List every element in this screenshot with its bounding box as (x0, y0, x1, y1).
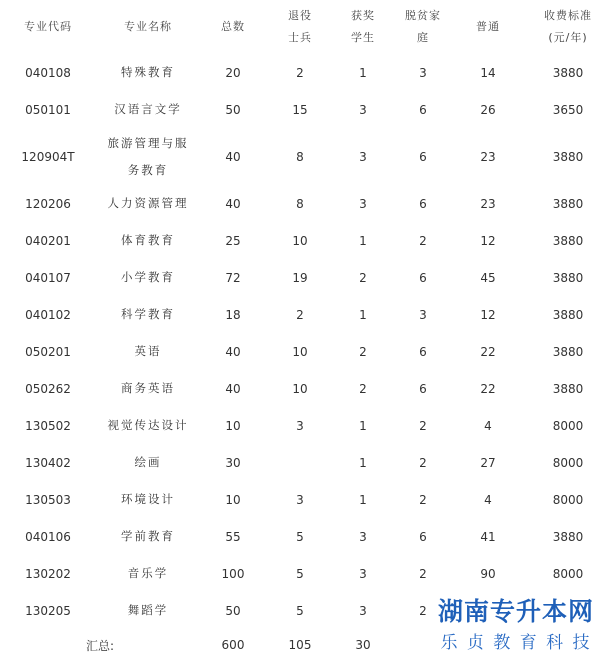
cell-name-line: 舞蹈学 (127, 603, 169, 617)
table-row (0, 555, 614, 592)
cell-code: 040201 (25, 233, 71, 248)
cell-fee: 3880 (552, 196, 584, 211)
cell-award: 1 (359, 492, 367, 507)
header-fee-line-2: (元/年) (548, 31, 588, 44)
cell-poverty: 3 (419, 65, 427, 80)
table-row (0, 222, 614, 259)
cell-name-line: 特殊教育 (121, 65, 175, 79)
cell-general: 23 (480, 196, 496, 211)
cell-poverty: 2 (419, 492, 427, 507)
cell-name (96, 185, 200, 222)
cell-code: 050201 (25, 344, 71, 359)
cell-total: 100 (221, 566, 245, 581)
cell-general: 12 (480, 233, 496, 248)
cell-veterans: 3 (296, 492, 304, 507)
header-veterans (266, 0, 334, 54)
cell-veterans: 5 (296, 529, 304, 544)
cell-fee: 8000 (552, 418, 584, 433)
header-veterans-line-1: 退役 (288, 9, 312, 22)
cell-name-line: 音乐学 (127, 566, 169, 580)
cell-general: 22 (480, 381, 496, 396)
cell-fee: 3880 (552, 344, 584, 359)
cell-award: 1 (359, 233, 367, 248)
table-row (0, 444, 614, 481)
cell-poverty: 6 (419, 270, 427, 285)
cell-fee: 8000 (552, 566, 584, 581)
watermark-title: 湖南专升本网 (437, 597, 594, 626)
total-veterans: 105 (288, 638, 312, 652)
cell-name (96, 370, 200, 407)
cell-name-line: 体育教育 (121, 233, 175, 247)
cell-code: 040102 (25, 307, 71, 322)
cell-award: 1 (359, 65, 367, 80)
cell-poverty: 6 (419, 149, 427, 164)
watermark-subtitle: 乐 贞 教 育 科 技 (418, 630, 614, 656)
header-name: 专业名称 (124, 20, 172, 33)
header-general: 普通 (476, 20, 500, 33)
cell-award: 3 (359, 102, 367, 117)
table-row (0, 91, 614, 128)
cell-total: 50 (225, 102, 241, 117)
cell-name-line: 科学教育 (121, 307, 175, 321)
cell-fee: 3880 (552, 270, 584, 285)
cell-name-line: 英语 (134, 344, 162, 358)
cell-name-line: 学前教育 (121, 529, 175, 543)
table-row (0, 481, 614, 518)
cell-fee: 3880 (552, 149, 584, 164)
cell-name (96, 555, 200, 592)
cell-total: 50 (225, 603, 241, 618)
cell-poverty: 2 (419, 233, 427, 248)
cell-name-line: 旅游管理与服 (107, 135, 189, 150)
cell-name (96, 407, 200, 444)
cell-veterans: 15 (292, 102, 308, 117)
cell-general: 23 (480, 149, 496, 164)
cell-name (96, 333, 200, 370)
cell-code: 040108 (25, 65, 71, 80)
cell-name (96, 481, 200, 518)
cell-general: 12 (480, 307, 496, 322)
cell-name-line: 视觉传达设计 (107, 418, 189, 432)
cell-name-line: 汉语言文学 (114, 102, 182, 116)
header-total: 总数 (221, 20, 245, 33)
cell-fee: 3650 (552, 102, 584, 117)
cell-total: 40 (225, 344, 241, 359)
cell-name-line: 绘画 (134, 455, 162, 469)
cell-name (96, 128, 200, 185)
table-body (0, 54, 614, 661)
cell-code: 130402 (25, 455, 71, 470)
cell-award: 1 (359, 455, 367, 470)
cell-award: 2 (359, 344, 367, 359)
cell-general: 90 (480, 566, 496, 581)
header-poverty (392, 0, 454, 54)
header-code: 专业代码 (24, 20, 72, 33)
cell-fee: 8000 (552, 455, 584, 470)
cell-name (96, 296, 200, 333)
cell-code: 120904T (21, 149, 75, 164)
cell-award: 3 (359, 529, 367, 544)
header-fee (522, 0, 614, 54)
cell-award: 3 (359, 149, 367, 164)
cell-total: 20 (225, 65, 241, 80)
cell-veterans: 3 (296, 418, 304, 433)
cell-code: 050262 (25, 381, 71, 396)
cell-veterans: 2 (296, 307, 304, 322)
cell-total: 18 (225, 307, 241, 322)
cell-award: 3 (359, 566, 367, 581)
cell-poverty: 6 (419, 529, 427, 544)
cell-fee: 3880 (552, 233, 584, 248)
cell-veterans: 10 (292, 233, 308, 248)
cell-award: 3 (359, 603, 367, 618)
total-label: 汇总: (85, 638, 115, 653)
cell-total: 72 (225, 270, 241, 285)
cell-general: 45 (480, 270, 496, 285)
cell-total: 25 (225, 233, 241, 248)
cell-total: 10 (225, 492, 241, 507)
cell-total: 40 (225, 381, 241, 396)
table-row (0, 128, 614, 185)
cell-award: 2 (359, 270, 367, 285)
cell-poverty: 2 (419, 566, 427, 581)
cell-name-line: 务教育 (127, 162, 169, 177)
cell-total: 10 (225, 418, 241, 433)
table-row (0, 407, 614, 444)
cell-code: 130202 (25, 566, 71, 581)
cell-poverty: 6 (419, 344, 427, 359)
cell-name (96, 222, 200, 259)
cell-name-line: 环境设计 (121, 492, 175, 506)
cell-fee: 8000 (552, 492, 584, 507)
header-poverty-line-2: 庭 (417, 31, 429, 44)
cell-name (96, 259, 200, 296)
header-award-line-1: 获奖 (351, 9, 375, 22)
header-poverty-line-1: 脱贫家 (405, 9, 441, 22)
cell-veterans: 5 (296, 603, 304, 618)
cell-total: 55 (225, 529, 241, 544)
cell-general: 4 (484, 418, 492, 433)
cell-veterans (266, 444, 334, 481)
cell-code: 040106 (25, 529, 71, 544)
cell-general: 14 (480, 65, 496, 80)
cell-poverty: 6 (419, 381, 427, 396)
cell-name (96, 54, 200, 91)
cell-award: 3 (359, 196, 367, 211)
cell-award: 2 (359, 381, 367, 396)
cell-general: 41 (480, 529, 496, 544)
cell-name (96, 592, 200, 629)
cell-name (96, 518, 200, 555)
total-award: 30 (355, 638, 371, 652)
cell-fee: 3880 (552, 65, 584, 80)
cell-poverty: 2 (419, 418, 427, 433)
cell-general: 4 (484, 492, 492, 507)
cell-name-line: 小学教育 (121, 270, 175, 284)
cell-poverty: 6 (419, 196, 427, 211)
table-row (0, 370, 614, 407)
cell-code: 050101 (25, 102, 71, 117)
cell-award: 1 (359, 307, 367, 322)
cell-poverty: 6 (419, 102, 427, 117)
cell-name (96, 91, 200, 128)
cell-code: 130502 (25, 418, 71, 433)
cell-award: 1 (359, 418, 367, 433)
cell-code: 040107 (25, 270, 71, 285)
cell-fee: 3880 (552, 381, 584, 396)
header-award (334, 0, 392, 54)
cell-veterans: 8 (296, 149, 304, 164)
cell-general: 22 (480, 344, 496, 359)
cell-total: 40 (225, 196, 241, 211)
cell-total: 40 (225, 149, 241, 164)
cell-veterans: 19 (292, 270, 308, 285)
table-row (0, 333, 614, 370)
cell-veterans: 10 (292, 344, 308, 359)
cell-name-line: 商务英语 (121, 381, 175, 395)
cell-poverty: 3 (419, 307, 427, 322)
table-row (0, 296, 614, 333)
cell-poverty: 2 (419, 455, 427, 470)
cell-poverty: 2 (419, 603, 427, 618)
header-row (0, 0, 614, 54)
cell-name-line: 人力资源管理 (107, 196, 189, 210)
cell-veterans: 5 (296, 566, 304, 581)
cell-veterans: 10 (292, 381, 308, 396)
header-veterans-line-2: 士兵 (288, 31, 312, 44)
site-watermark (418, 597, 614, 659)
cell-total: 30 (225, 455, 241, 470)
header-award-line-2: 学生 (351, 31, 375, 44)
cell-fee: 3880 (552, 529, 584, 544)
cell-code: 130503 (25, 492, 71, 507)
table-row (0, 185, 614, 222)
cell-veterans: 2 (296, 65, 304, 80)
table-row (0, 54, 614, 91)
cell-general: 27 (480, 455, 496, 470)
header-fee-line-1: 收费标准 (544, 9, 592, 22)
total-total: 600 (221, 638, 245, 652)
cell-veterans: 8 (296, 196, 304, 211)
table-row (0, 259, 614, 296)
cell-general: 26 (480, 102, 496, 117)
cell-fee: 3880 (552, 307, 584, 322)
table-row (0, 518, 614, 555)
cell-code: 130205 (25, 603, 71, 618)
cell-code: 120206 (25, 196, 71, 211)
cell-name (96, 444, 200, 481)
